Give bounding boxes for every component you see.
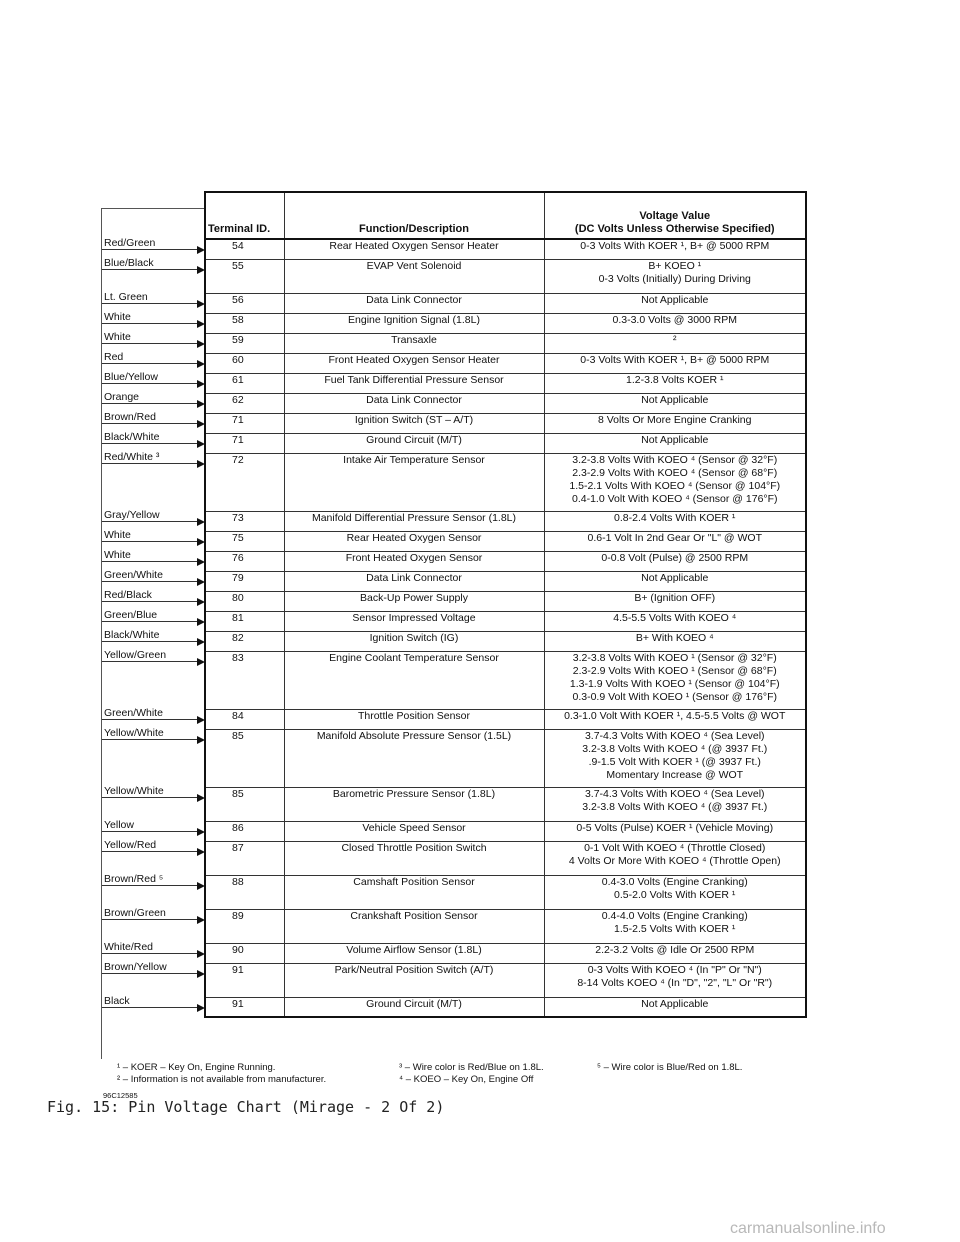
wire-color-item <box>102 648 205 662</box>
wire-color-item <box>102 726 205 740</box>
wire-line <box>102 1007 197 1008</box>
header-voltage-subtitle: (DC Volts Unless Otherwise Specified) <box>574 223 775 235</box>
wire-color-label: Red <box>104 350 124 363</box>
wire-color-item <box>102 350 205 364</box>
function-cell: Sensor Impressed Voltage <box>284 611 544 631</box>
voltage-cell: 0.4-3.0 Volts (Engine Cranking) 0.5-2.0 Volts With KOER ¹ <box>544 875 806 909</box>
function-cell: Data Link Connector <box>284 571 544 591</box>
terminal-id-cell: 60 <box>205 353 284 373</box>
footnote-1: ¹ – KOER – Key On, Engine Running. <box>117 1062 276 1073</box>
wire-line <box>102 343 197 344</box>
wire-line <box>102 303 197 304</box>
wire-color-label: Black/White <box>104 430 160 443</box>
table-row <box>205 571 806 591</box>
table-row <box>205 333 806 353</box>
voltage-cell: 0.3-3.0 Volts @ 3000 RPM <box>544 313 806 333</box>
wire-color-label: Black <box>104 994 130 1007</box>
wire-line <box>102 581 197 582</box>
terminal-id-cell: 91 <box>205 997 284 1017</box>
voltage-cell: 3.7-4.3 Volts With KOEO ⁴ (Sea Level) 3.2-3.8 Volts With KOEO ⁴ (@ 3937 Ft.) .9-1.5 Volt With KOER ¹ (@ 3937 Ft.) Momentary Increase @ WOT <box>544 729 806 787</box>
voltage-cell: Not Applicable <box>544 997 806 1017</box>
wire-line <box>102 661 197 662</box>
table-row <box>205 531 806 551</box>
wire-line <box>102 851 197 852</box>
table-row <box>205 353 806 373</box>
voltage-cell: B+ With KOEO ⁴ <box>544 631 806 651</box>
voltage-cell: 0-5 Volts (Pulse) KOER ¹ (Vehicle Moving) <box>544 821 806 841</box>
voltage-cell: B+ (Ignition OFF) <box>544 591 806 611</box>
function-cell: Camshaft Position Sensor <box>284 875 544 909</box>
table-row <box>205 651 806 709</box>
voltage-cell: 2.2-3.2 Volts @ Idle Or 2500 RPM <box>544 943 806 963</box>
footnote-4: ⁴ – KOEO – Key On, Engine Off <box>399 1074 534 1085</box>
terminal-id-cell: 87 <box>205 841 284 875</box>
header-terminal-id: Terminal ID. <box>205 192 284 239</box>
table-row <box>205 787 806 821</box>
wire-color-label: White <box>104 548 131 561</box>
function-cell: Front Heated Oxygen Sensor Heater <box>284 353 544 373</box>
table-row <box>205 963 806 997</box>
voltage-cell: Not Applicable <box>544 393 806 413</box>
terminal-id-cell: 72 <box>205 453 284 511</box>
wire-color-item <box>102 906 205 920</box>
figure-code: 96C12585 <box>103 1091 138 1100</box>
wire-line <box>102 831 197 832</box>
wire-color-item <box>102 838 205 852</box>
wire-color-label: Green/Blue <box>104 608 158 621</box>
table-header-row <box>205 192 806 239</box>
terminal-id-cell: 91 <box>205 963 284 997</box>
wire-color-item <box>102 548 205 562</box>
wire-color-label: Brown/Red ⁵ <box>104 872 164 885</box>
table-row <box>205 631 806 651</box>
terminal-id-cell: 55 <box>205 259 284 293</box>
footnote-3: ³ – Wire color is Red/Blue on 1.8L. <box>399 1062 544 1073</box>
wire-color-label: White <box>104 330 131 343</box>
table-row <box>205 293 806 313</box>
wire-color-item <box>102 370 205 384</box>
voltage-cell: 0.8-2.4 Volts With KOER ¹ <box>544 511 806 531</box>
function-cell: Ground Circuit (M/T) <box>284 997 544 1017</box>
wire-line <box>102 739 197 740</box>
wire-color-item <box>102 872 205 886</box>
terminal-id-cell: 83 <box>205 651 284 709</box>
terminal-id-cell: 76 <box>205 551 284 571</box>
wire-color-item <box>102 940 205 954</box>
wire-color-label: Green/White <box>104 568 163 581</box>
function-cell: Park/Neutral Position Switch (A/T) <box>284 963 544 997</box>
wire-color-label: Yellow/Green <box>104 648 167 661</box>
voltage-cell: Not Applicable <box>544 293 806 313</box>
wire-color-label: Orange <box>104 390 140 403</box>
terminal-id-cell: 89 <box>205 909 284 943</box>
wire-line <box>102 561 197 562</box>
function-cell: Manifold Absolute Pressure Sensor (1.5L) <box>284 729 544 787</box>
terminal-id-cell: 82 <box>205 631 284 651</box>
terminal-id-cell: 71 <box>205 433 284 453</box>
function-cell: Volume Airflow Sensor (1.8L) <box>284 943 544 963</box>
wire-color-item <box>102 330 205 344</box>
table-row <box>205 909 806 943</box>
wire-line <box>102 719 197 720</box>
wire-color-label: White <box>104 310 131 323</box>
voltage-cell: 0-0.8 Volt (Pulse) @ 2500 RPM <box>544 551 806 571</box>
wire-color-label: Red/Black <box>104 588 152 601</box>
wire-line <box>102 383 197 384</box>
figure-caption: Fig. 15: Pin Voltage Chart (Mirage - 2 Of 2) <box>47 1098 445 1116</box>
table-row <box>205 413 806 433</box>
voltage-cell: 0-3 Volts With KOEO ⁴ (In "P" Or "N") 8-14 Volts KOEO ⁴ (In "D", "2", "L" Or "R") <box>544 963 806 997</box>
function-cell: Manifold Differential Pressure Sensor (1.8L) <box>284 511 544 531</box>
wire-color-item <box>102 628 205 642</box>
function-cell: Intake Air Temperature Sensor <box>284 453 544 511</box>
terminal-id-cell: 54 <box>205 239 284 259</box>
wire-color-label: Lt. Green <box>104 290 148 303</box>
terminal-id-cell: 59 <box>205 333 284 353</box>
table-row <box>205 453 806 511</box>
wire-color-item <box>102 450 205 464</box>
wire-line <box>102 919 197 920</box>
function-cell: Ignition Switch (ST – A/T) <box>284 413 544 433</box>
voltage-cell: 0-3 Volts With KOER ¹, B+ @ 5000 RPM <box>544 239 806 259</box>
wire-color-label: Blue/Yellow <box>104 370 158 383</box>
wire-color-item <box>102 390 205 404</box>
watermark: carmanualsonline.info <box>730 1220 886 1237</box>
table-row <box>205 511 806 531</box>
wire-color-label: Brown/Yellow <box>104 960 167 973</box>
wire-color-label: Red/Green <box>104 236 156 249</box>
wire-color-label: Gray/Yellow <box>104 508 160 521</box>
voltage-cell: B+ KOEO ¹ 0-3 Volts (Initially) During Driving <box>544 259 806 293</box>
terminal-id-cell: 88 <box>205 875 284 909</box>
function-cell: Engine Coolant Temperature Sensor <box>284 651 544 709</box>
wire-color-label: White <box>104 528 131 541</box>
header-voltage <box>544 192 806 239</box>
terminal-id-cell: 62 <box>205 393 284 413</box>
voltage-cell: 3.2-3.8 Volts With KOEO ⁴ (Sensor @ 32°F) 2.3-2.9 Volts With KOEO ⁴ (Sensor @ 68°F) 1.5-2.1 Volts With KOEO ⁴ (Sensor @ 104°F) 0.4-1.0 Volt With KOEO ⁴ (Sensor @ 176°F) <box>544 453 806 511</box>
voltage-cell: 0.4-4.0 Volts (Engine Cranking) 1.5-2.5 Volts With KOER ¹ <box>544 909 806 943</box>
wire-line <box>102 363 197 364</box>
wire-color-item <box>102 608 205 622</box>
wire-line <box>102 601 197 602</box>
table-row <box>205 373 806 393</box>
wire-line <box>102 269 197 270</box>
terminal-id-cell: 75 <box>205 531 284 551</box>
table-row <box>205 709 806 729</box>
table-row <box>205 729 806 787</box>
function-cell: Transaxle <box>284 333 544 353</box>
function-cell: Throttle Position Sensor <box>284 709 544 729</box>
wire-color-label: Yellow/White <box>104 726 164 739</box>
voltage-cell: Not Applicable <box>544 433 806 453</box>
wire-color-label: Black/White <box>104 628 160 641</box>
terminal-id-cell: 56 <box>205 293 284 313</box>
wire-color-item <box>102 236 205 250</box>
terminal-id-cell: 58 <box>205 313 284 333</box>
function-cell: Data Link Connector <box>284 393 544 413</box>
function-cell: Data Link Connector <box>284 293 544 313</box>
wire-line <box>102 797 197 798</box>
function-cell: Closed Throttle Position Switch <box>284 841 544 875</box>
table-row <box>205 313 806 333</box>
wire-color-item <box>102 430 205 444</box>
wire-color-item <box>102 528 205 542</box>
wire-color-label: Yellow <box>104 818 134 831</box>
table-row <box>205 551 806 571</box>
table-body <box>205 239 806 1017</box>
wire-line <box>102 973 197 974</box>
function-cell: Front Heated Oxygen Sensor <box>284 551 544 571</box>
wire-color-item <box>102 256 205 270</box>
terminal-id-cell: 86 <box>205 821 284 841</box>
terminal-id-cell: 85 <box>205 787 284 821</box>
wire-color-label: Yellow/White <box>104 784 164 797</box>
wire-line <box>102 249 197 250</box>
table-row <box>205 259 806 293</box>
wire-color-label: Yellow/Red <box>104 838 157 851</box>
wire-line <box>102 621 197 622</box>
function-cell: Barometric Pressure Sensor (1.8L) <box>284 787 544 821</box>
terminal-id-cell: 81 <box>205 611 284 631</box>
wire-color-label: Brown/Green <box>104 906 166 919</box>
wire-line <box>102 443 197 444</box>
table-row <box>205 611 806 631</box>
wire-line <box>102 541 197 542</box>
terminal-id-cell: 79 <box>205 571 284 591</box>
table-row <box>205 875 806 909</box>
voltage-cell: 3.7-4.3 Volts With KOEO ⁴ (Sea Level) 3.2-3.8 Volts With KOEO ⁴ (@ 3937 Ft.) <box>544 787 806 821</box>
terminal-id-cell: 84 <box>205 709 284 729</box>
wire-color-label: Green/White <box>104 706 163 719</box>
wire-color-item <box>102 960 205 974</box>
wire-color-item <box>102 588 205 602</box>
voltage-cell: 4.5-5.5 Volts With KOEO ⁴ <box>544 611 806 631</box>
wire-color-item <box>102 706 205 720</box>
function-cell: Fuel Tank Differential Pressure Sensor <box>284 373 544 393</box>
wire-line <box>102 423 197 424</box>
table-row <box>205 841 806 875</box>
wire-line <box>102 463 197 464</box>
voltage-cell: 0.6-1 Volt In 2nd Gear Or "L" @ WOT <box>544 531 806 551</box>
wire-color-item <box>102 290 205 304</box>
wire-color-label: Brown/Red <box>104 410 156 423</box>
voltage-cell: 0-1 Volt With KOEO ⁴ (Throttle Closed) 4 Volts Or More With KOEO ⁴ (Throttle Open) <box>544 841 806 875</box>
table-row <box>205 393 806 413</box>
terminal-id-cell: 85 <box>205 729 284 787</box>
wire-color-label: White/Red <box>104 940 154 953</box>
table-row <box>205 591 806 611</box>
wire-color-label: Blue/Black <box>104 256 154 269</box>
terminal-id-cell: 90 <box>205 943 284 963</box>
voltage-cell: ² <box>544 333 806 353</box>
function-cell: Rear Heated Oxygen Sensor <box>284 531 544 551</box>
voltage-cell: 0-3 Volts With KOER ¹, B+ @ 5000 RPM <box>544 353 806 373</box>
wire-line <box>102 885 197 886</box>
wire-line <box>102 403 197 404</box>
table-row <box>205 433 806 453</box>
wire-color-item <box>102 994 205 1008</box>
table-row <box>205 821 806 841</box>
header-function: Function/Description <box>284 192 544 239</box>
table-row <box>205 943 806 963</box>
footnote-2: ² – Information is not available from manufacturer. <box>117 1074 327 1085</box>
wire-line <box>102 953 197 954</box>
function-cell: Crankshaft Position Sensor <box>284 909 544 943</box>
header-voltage-title: Voltage Value <box>639 210 711 222</box>
wire-color-label: Red/White ³ <box>104 450 160 463</box>
wire-color-item <box>102 508 205 522</box>
function-cell: Back-Up Power Supply <box>284 591 544 611</box>
voltage-cell: 8 Volts Or More Engine Cranking <box>544 413 806 433</box>
function-cell: Ground Circuit (M/T) <box>284 433 544 453</box>
voltage-cell: 1.2-3.8 Volts KOER ¹ <box>544 373 806 393</box>
function-cell: EVAP Vent Solenoid <box>284 259 544 293</box>
wire-color-item <box>102 568 205 582</box>
terminal-id-cell: 80 <box>205 591 284 611</box>
footnotes <box>117 1062 817 1088</box>
function-cell: Rear Heated Oxygen Sensor Heater <box>284 239 544 259</box>
wire-line <box>102 641 197 642</box>
pin-voltage-table <box>204 191 807 1018</box>
terminal-id-cell: 73 <box>205 511 284 531</box>
footnote-5: ⁵ – Wire color is Blue/Red on 1.8L. <box>597 1062 743 1073</box>
wire-line <box>102 323 197 324</box>
terminal-id-cell: 71 <box>205 413 284 433</box>
wire-color-item <box>102 310 205 324</box>
voltage-cell: 0.3-1.0 Volt With KOER ¹, 4.5-5.5 Volts @ WOT <box>544 709 806 729</box>
wire-color-column <box>101 208 205 1059</box>
wire-color-item <box>102 784 205 798</box>
terminal-id-cell: 61 <box>205 373 284 393</box>
voltage-cell: Not Applicable <box>544 571 806 591</box>
function-cell: Vehicle Speed Sensor <box>284 821 544 841</box>
table-row <box>205 997 806 1017</box>
wire-color-item <box>102 410 205 424</box>
wire-line <box>102 521 197 522</box>
function-cell: Engine Ignition Signal (1.8L) <box>284 313 544 333</box>
function-cell: Ignition Switch (IG) <box>284 631 544 651</box>
voltage-cell: 3.2-3.8 Volts With KOEO ¹ (Sensor @ 32°F) 2.3-2.9 Volts With KOEO ¹ (Sensor @ 68°F) 1.3-1.9 Volts With KOEO ¹ (Sensor @ 104°F) 0.3-0.9 Volt With KOEO ¹ (Sensor @ 176°F) <box>544 651 806 709</box>
table-row <box>205 239 806 259</box>
wire-color-item <box>102 818 205 832</box>
